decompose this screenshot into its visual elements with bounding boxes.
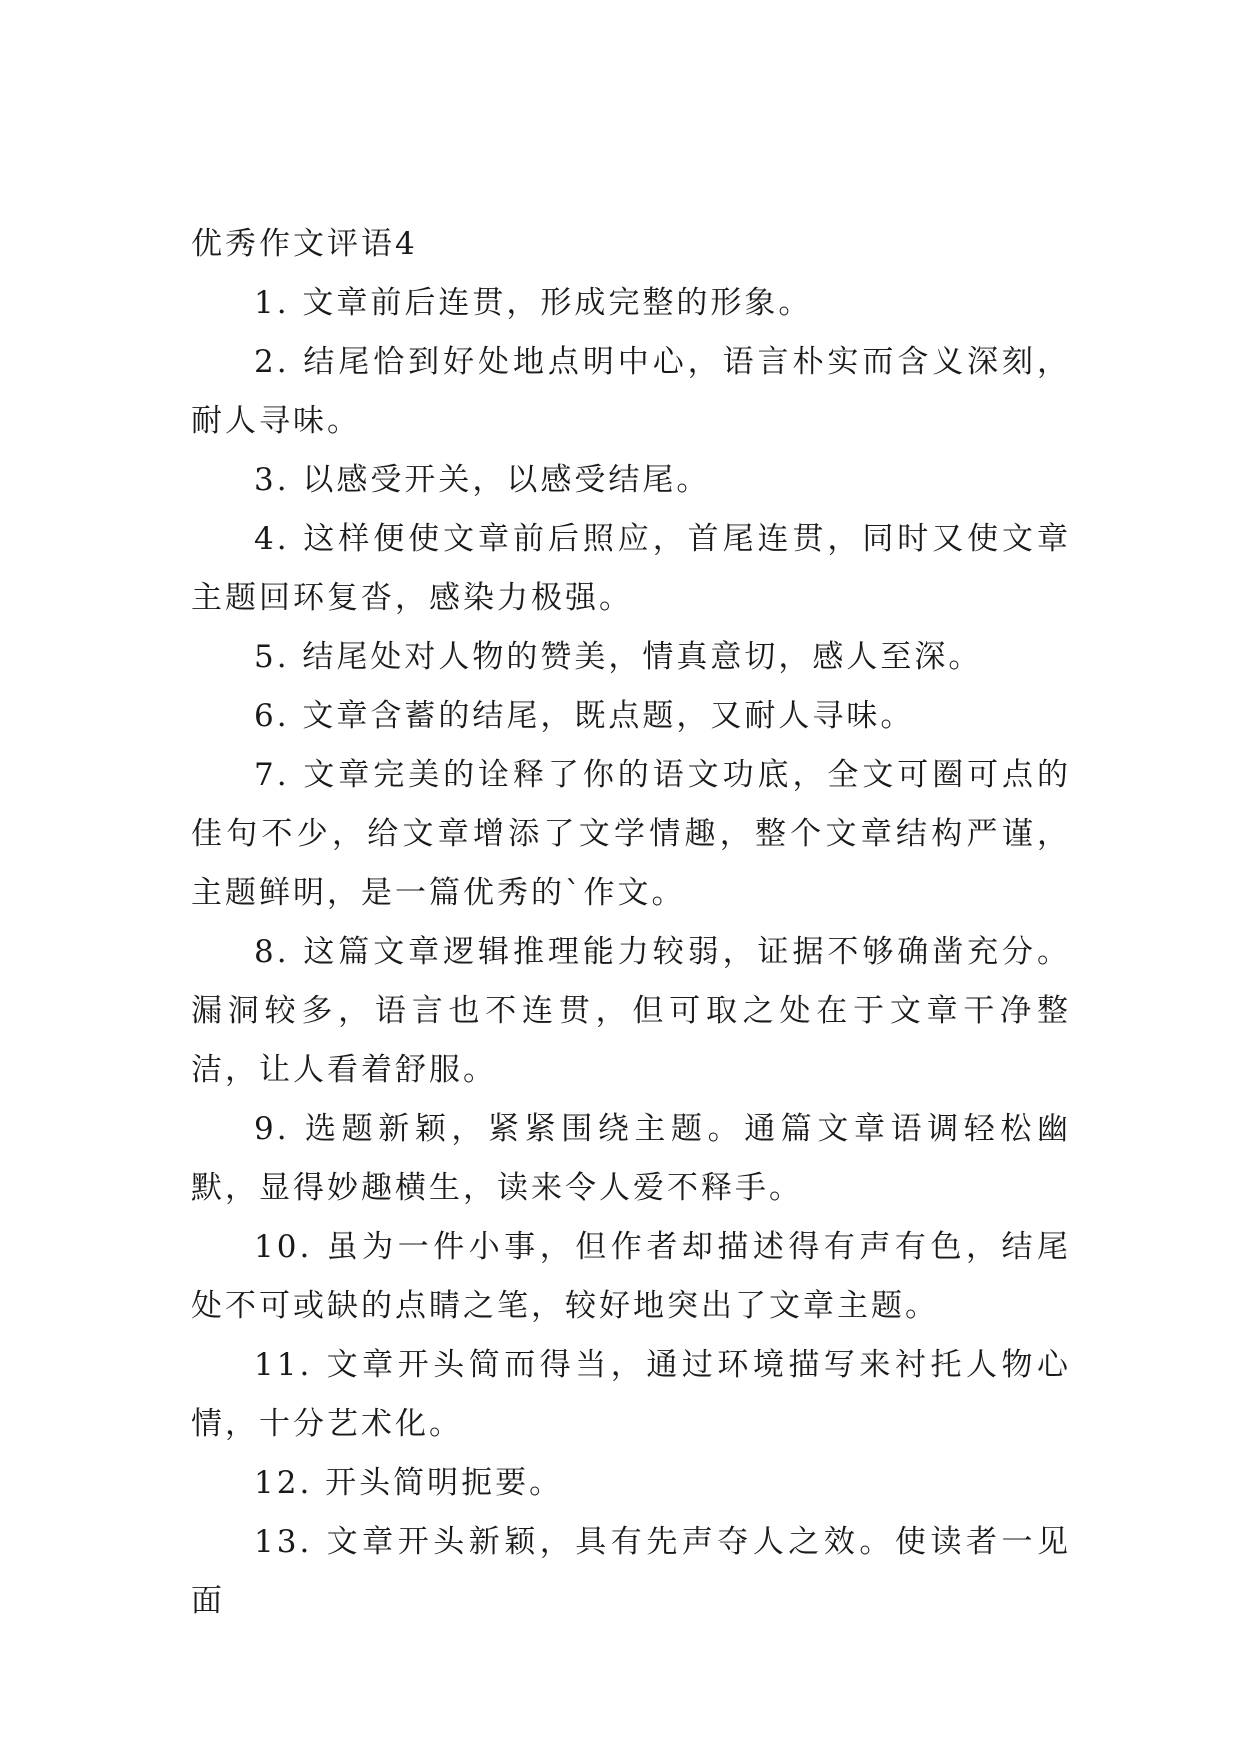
comment-item-4: 4. 这样便使文章前后照应，首尾连贯，同时又使文章主题回环复沓，感染力极强。	[191, 521, 1071, 616]
comment-item-10: 10. 虽为一件小事，但作者却描述得有声有色，结尾处不可或缺的点睛之笔，较好地突出了文章主题。	[191, 1229, 1071, 1324]
comment-item-9: 9. 选题新颖，紧紧围绕主题。通篇文章语调轻松幽默，显得妙趣横生，读来令人爱不释手。	[191, 1111, 1071, 1206]
comment-item-3: 3. 以感受开关，以感受结尾。	[254, 462, 711, 498]
comment-item-12: 12. 开头简明扼要。	[254, 1465, 564, 1501]
comment-item-5: 5. 结尾处对人物的赞美，情真意切，感人至深。	[254, 639, 983, 675]
comment-item-2: 2. 结尾恰到好处地点明中心，语言朴实而含义深刻，耐人寻味。	[191, 344, 1071, 439]
comment-item-1: 1. 文章前后连贯，形成完整的形象。	[254, 285, 813, 321]
comment-item-13: 13. 文章开头新颖，具有先声夺人之效。使读者一见面	[191, 1524, 1071, 1619]
comment-item-6: 6. 文章含蓄的结尾，既点题，又耐人寻味。	[254, 698, 915, 734]
comment-item-8: 8. 这篇文章逻辑推理能力较弱，证据不够确凿充分。漏洞较多，语言也不连贯，但可取之处在于文章干净整洁，让人看着舒服。	[191, 934, 1071, 1088]
document-body	[191, 215, 1071, 1631]
comment-item-7: 7. 文章完美的诠释了你的语文功底，全文可圈可点的佳句不少，给文章增添了文学情趣，整个文章结构严谨，主题鲜明，是一篇优秀的`作文。	[191, 757, 1071, 911]
document-title: 优秀作文评语4	[191, 226, 418, 262]
comment-item-11: 11. 文章开头简而得当，通过环境描写来衬托人物心情，十分艺术化。	[191, 1347, 1071, 1442]
